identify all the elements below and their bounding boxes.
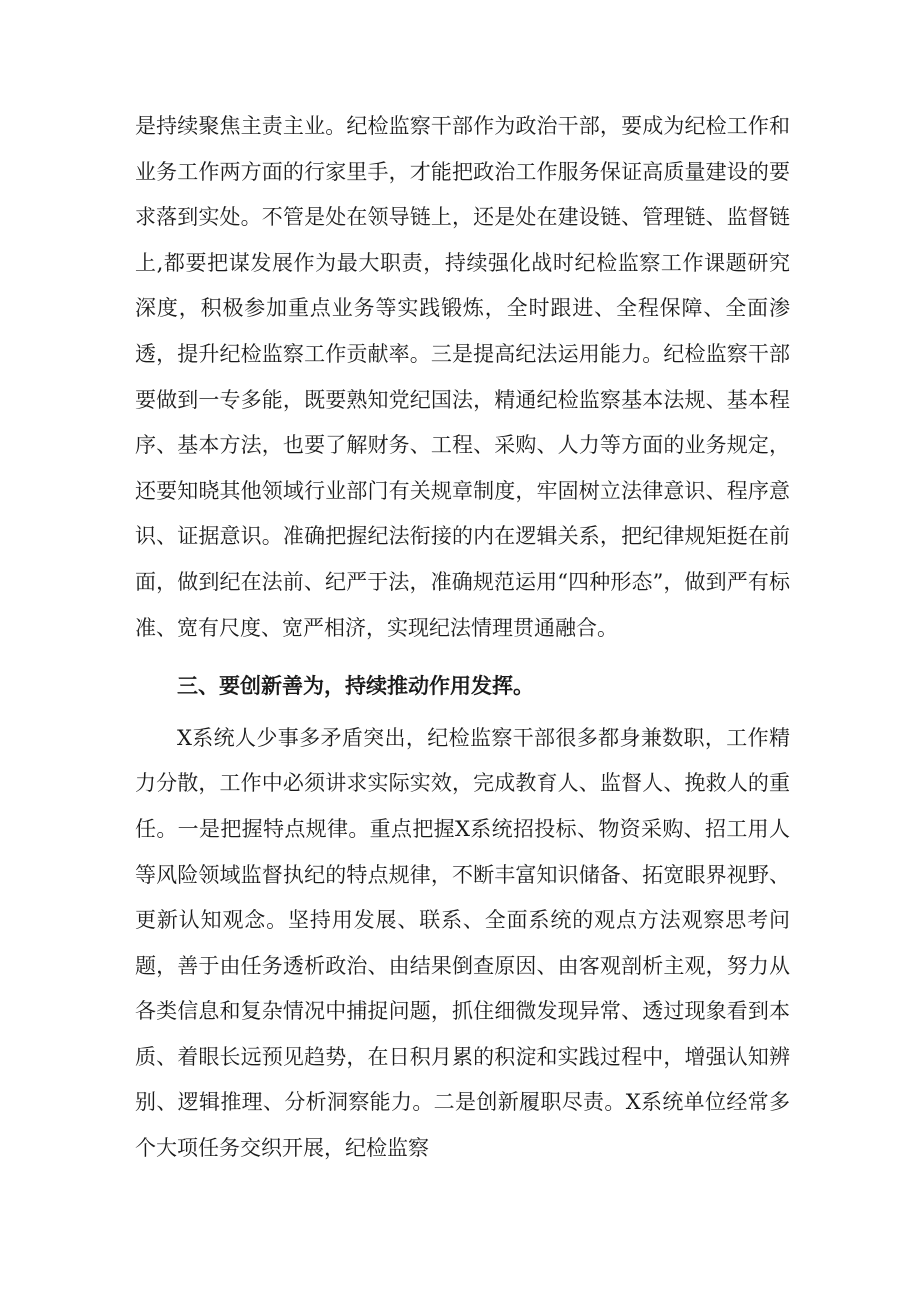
document-body (135, 104, 790, 1172)
paragraph-body: X系统人少事多矛盾突出，纪检监察干部很多都身兼数职，工作精力分散，工作中必须讲求实际实效，完成教育人、监督人、挽救人的重任。一是把握特点规律。重点把握X系统招投标、物资采购、招工用人等风险领域监督执纪的特点规律，不断丰富知识储备、拓宽眼界视野、更新认知观念。坚持用发展、联系、全面系统的观点方法观察思考问题，善于由任务透析政治、由结果倒查原因、由客观剖析主观，努力从各类信息和复杂情况中捕捉问题，抓住细微发现异常、透过现象看到本质、着眼长远预见趋势，在日积月累的积淀和实践过程中，增强认知辨别、逻辑推理、分析洞察能力。二是创新履职尽责。X系统单位经常多个大项任务交织开展，纪检监察 (135, 725, 790, 1161)
section-heading: 三、要创新善为，持续推动作用发挥。 (177, 674, 534, 699)
paragraph-continuation: 是持续聚焦主责主业。纪检监察干部作为政治干部，要成为纪检工作和业务工作两方面的行家里手，才能把政治工作服务保证高质量建设的要求落到实处。不管是处在领导链上，还是处在建设链、管理链、监督链上,都要把谋发展作为最大职责，持续强化战时纪检监察工作课题研究深度，积极参加重点业务等实践锻炼，全时跟进、全程保障、全面渗透，提升纪检监察工作贡献率。三是提高纪法运用能力。纪检监察干部要做到一专多能，既要熟知党纪国法，精通纪检监察基本法规、基本程序、基本方法，也要了解财务、工程、采购、人力等方面的业务规定，还要知晓其他领域行业部门有关规章制度，牢固树立法律意识、程序意识、证据意识。准确把握纪法衔接的内在逻辑关系，把纪律规矩挺在前面，做到纪在法前、纪严于法，准确规范运用“四种形态”，做到严有标准、宽有尺度、宽严相济，实现纪法情理贯通融合。 (135, 114, 790, 640)
